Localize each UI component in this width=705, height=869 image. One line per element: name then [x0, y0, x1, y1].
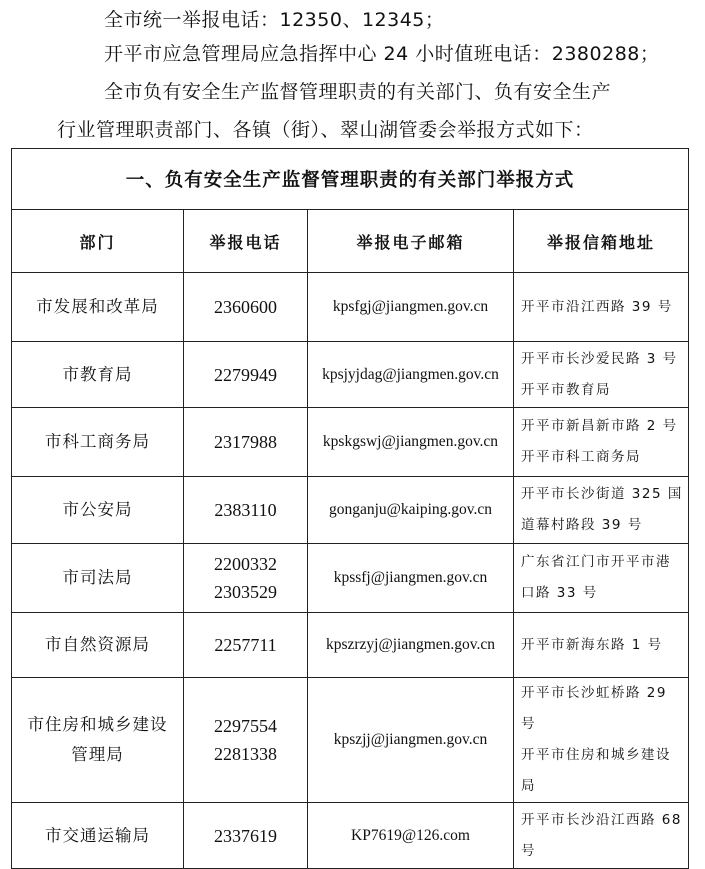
address-line: 局 [521, 778, 536, 794]
address-line: 开平市长沙虹桥路 29 号 [521, 685, 667, 732]
department-name: 市住房和城乡建设 [27, 715, 168, 734]
address-line: 道幕村路段 39 号 [521, 517, 643, 533]
address-cell [514, 803, 689, 869]
email-cell: kpsjyjdag@jiangmen.gov.cn [308, 342, 514, 408]
phone-number: 2383110 [214, 500, 277, 520]
email-cell: kpssfj@jiangmen.gov.cn [308, 544, 514, 613]
address-line: 开平市住房和城乡建设 [521, 747, 671, 763]
email-cell: kpszrzyj@jiangmen.gov.cn [308, 613, 514, 678]
phone-number: 2200332 [214, 554, 277, 574]
address-line: 号 [521, 842, 536, 859]
phone-number: 2279949 [214, 364, 277, 385]
department-cell [12, 678, 184, 803]
phone-number: 2360600 [214, 297, 277, 317]
table-row [12, 678, 689, 803]
phone-number: 2303529 [214, 582, 277, 602]
address-line: 开平市长沙沿江西路 68 [521, 811, 682, 828]
header-address: 举报信箱地址 [514, 210, 689, 273]
header-department: 部门 [12, 210, 184, 273]
department-cell [12, 613, 184, 678]
table-row [12, 803, 689, 869]
department-cell [12, 544, 184, 613]
email-cell: KP7619@126.com [308, 803, 514, 869]
address-cell [514, 408, 689, 477]
table-row [12, 477, 689, 544]
address-line: 广东省江门市开平市港 [521, 554, 671, 570]
address-line: 开平市科工商务局 [521, 449, 641, 465]
address-cell [514, 477, 689, 544]
header-email: 举报电子邮箱 [308, 210, 514, 273]
phone-cell [184, 613, 308, 678]
department-cell [12, 803, 184, 869]
header-row [12, 210, 689, 273]
address-cell [514, 342, 689, 408]
phone-cell [184, 803, 308, 869]
address-line: 开平市新海东路 1 号 [521, 636, 663, 653]
table-row [12, 342, 689, 408]
address-line: 开平市新昌新市路 2 号 [521, 418, 678, 434]
email-cell: kpsfgj@jiangmen.gov.cn [308, 273, 514, 342]
address-line: 开平市沿江西路 39 号 [521, 298, 673, 315]
intro-line-hotline: 全市统一举报电话：12350、12345； [104, 9, 445, 31]
phone-cell [184, 544, 308, 613]
table-row [12, 613, 689, 678]
table-row [12, 544, 689, 613]
address-cell [514, 273, 689, 342]
phone-number: 2317988 [214, 432, 277, 452]
department-name: 市发展和改革局 [36, 297, 159, 316]
intro-line-departments-cont: 行业管理职责部门、各镇（街）、翠山湖管委会举报方式如下： [57, 119, 594, 141]
phone-cell [184, 273, 308, 342]
address-cell [514, 678, 689, 803]
phone-cell [184, 342, 308, 408]
phone-number: 2297554 [214, 716, 277, 736]
phone-cell [184, 678, 308, 803]
table-row [12, 273, 689, 342]
phone-number: 2281338 [214, 744, 277, 764]
department-name: 市公安局 [62, 500, 133, 519]
report-contacts-table [11, 148, 689, 869]
address-cell [514, 544, 689, 613]
department-name: 市司法局 [62, 568, 133, 587]
address-cell [514, 613, 689, 678]
phone-number: 2257711 [214, 635, 277, 655]
table-row [12, 408, 689, 477]
phone-cell [184, 477, 308, 544]
department-cell [12, 273, 184, 342]
department-name: 市交通运输局 [45, 825, 150, 845]
department-name: 管理局 [71, 745, 124, 764]
department-cell [12, 342, 184, 408]
intro-line-duty-phone: 开平市应急管理局应急指挥中心 24 小时值班电话：2380288； [104, 43, 660, 65]
address-line: 口路 33 号 [521, 585, 598, 601]
department-name: 市自然资源局 [45, 635, 150, 654]
address-line: 开平市长沙街道 325 国 [521, 486, 683, 502]
section-title: 一、负有安全生产监督管理职责的有关部门举报方式 [12, 149, 689, 210]
department-name: 市科工商务局 [45, 432, 150, 451]
header-phone: 举报电话 [184, 210, 308, 273]
address-line: 开平市长沙爱民路 3 号 [521, 350, 678, 367]
phone-cell [184, 408, 308, 477]
address-line: 开平市教育局 [521, 381, 611, 398]
department-cell [12, 477, 184, 544]
email-cell: gonganju@kaiping.gov.cn [308, 477, 514, 544]
phone-number: 2337619 [214, 825, 277, 846]
department-cell [12, 408, 184, 477]
email-cell: kpskgswj@jiangmen.gov.cn [308, 408, 514, 477]
department-name: 市教育局 [62, 364, 133, 384]
email-cell: kpszjj@jiangmen.gov.cn [308, 678, 514, 803]
intro-line-departments: 全市负有安全生产监督管理职责的有关部门、负有安全生产 [104, 81, 612, 103]
